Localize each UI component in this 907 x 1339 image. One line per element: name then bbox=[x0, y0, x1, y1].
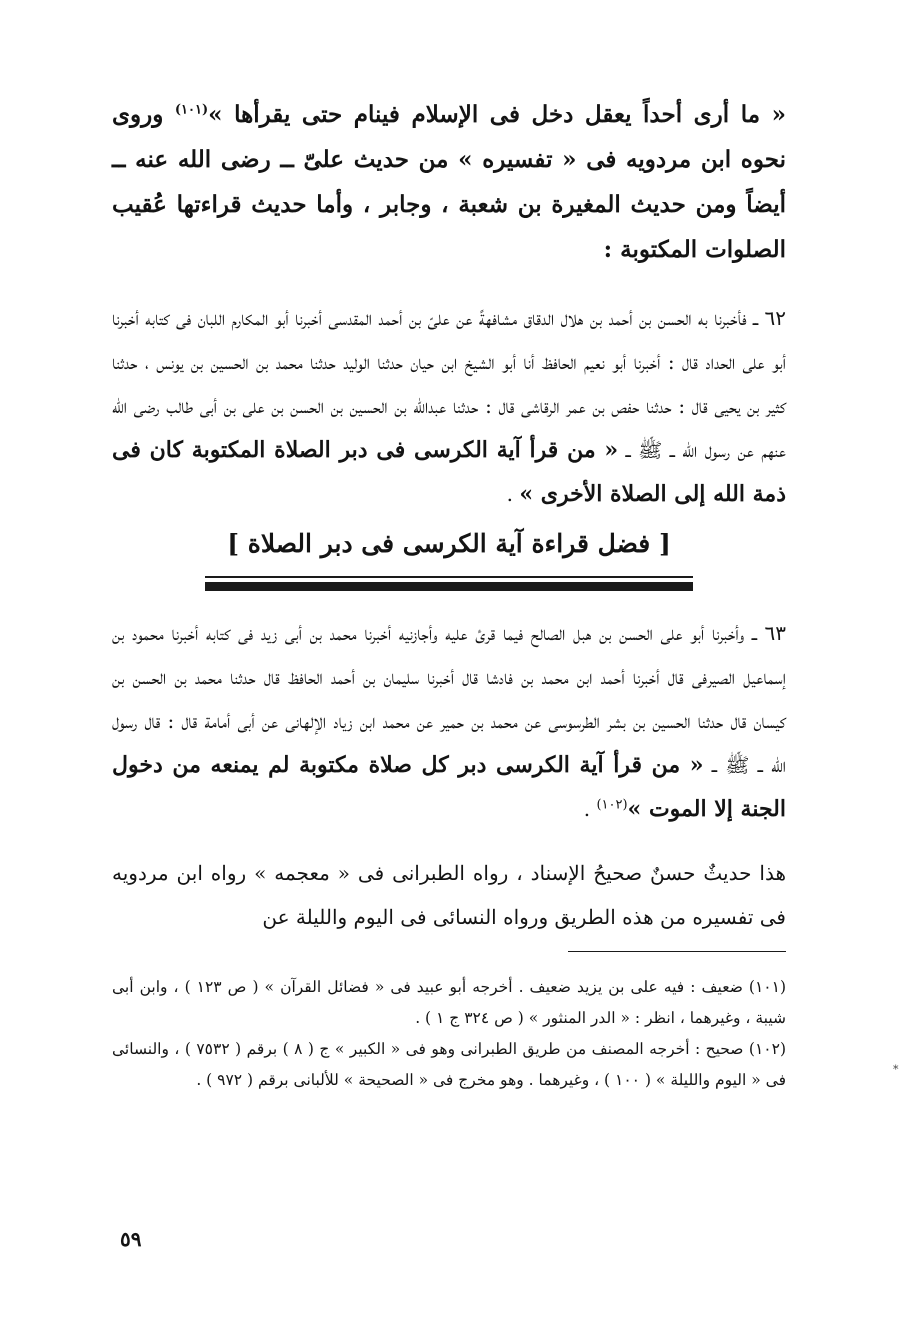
hadith-62-paragraph bbox=[112, 296, 786, 516]
intro-continuation: وروى نحوه ابن مردويه فى « تفسيره » من حديث علىّ ــ رضى الله عنه ــ أيضاً ومن حديث المغيرة بن شعبة ، وجابر ، وأما حديث قراءتها عُقيب الصلوات المكتوبة : bbox=[112, 101, 786, 263]
divider-thin-line bbox=[205, 576, 693, 578]
footnote-separator bbox=[568, 951, 786, 952]
grading-paragraph: هذا حديثٌ حسنٌ صحيحُ الإسناد ، رواه الطبرانى فى « معجمه » رواه ابن مردويه فى تفسيره من هذه الطريق ورواه النسائى فى اليوم والليلة عن bbox=[112, 861, 786, 929]
hadith-63-paragraph bbox=[112, 611, 786, 831]
hadith-63-end: . bbox=[583, 797, 597, 821]
page-number: ٥٩ bbox=[120, 1227, 142, 1251]
footnote-102: (١٠٢) صحيح : أخرجه المصنف من طريق الطبرانى وهو فى « الكبير » ج ( ٨ ) برقم ( ٧٥٣٢ ) ، والنسائى فى « اليوم والليلة » ( ١٠٠ ) ، وغيرهما . وهو مخرج فى « الصحيحة » للألبانى برقم ( ٩٧٢ ) . bbox=[112, 1040, 787, 1089]
hadith-62-isnad: ٦٢ ــ فأخبرنا به الحسن بن أحمد بن هلال الدقاق مشافهةً عن علىّ بن أحمد المقدسى أخبرنا أبو المكارم اللبان فى كتابه أخبرنا أبو على الحداد قال : أخبرنا أبو نعيم الحافظ أنا أبو الشيخ ابن حيان حدثنا الوليد حدثنا محمد بن الحسين بن يونس ، حدثنا كثير بن يحيى قال : حدثنا حفص بن عمر الرقاشى قال : حدثنا عبدالله بن الحسين بن الحسن بن على بن أبى طالب رضى الله عنهم عن رسول الله ــ ﷺ ــ bbox=[112, 306, 787, 462]
footnotes bbox=[112, 972, 786, 1096]
page-body bbox=[112, 92, 786, 1096]
intro-quote: « ما أرى أحداً يعقل دخل فى الإسلام فينام حتى يقرأها » bbox=[208, 101, 786, 128]
margin-star-icon: * bbox=[893, 1063, 899, 1076]
hadith-62-matn: « من قرأ آية الكرسى فى دبر الصلاة المكتوبة كان فى ذمة الله إلى الصلاة الأخرى » bbox=[112, 437, 786, 507]
divider-thick-line bbox=[205, 582, 693, 591]
footnote-ref-101[interactable]: (١٠١) bbox=[174, 102, 209, 118]
heading-divider bbox=[205, 576, 693, 591]
footnote-101: (١٠١) ضعيف : فيه على بن يزيد ضعيف . أخرجه أبو عبيد فى « فضائل القرآن » ( ص ١٢٣ ) ، وابن أبى شيبة ، وغيرهما ، انظر : « الدر المنثور » ( ص ٣٢٤ ج ١ ) . bbox=[112, 978, 786, 1027]
hadith-63-matn: « من قرأ آية الكرسى دبر كل صلاة مكتوبة لم يمنعه من دخول الجنة إلا الموت » bbox=[112, 752, 786, 822]
section-heading: [ فضل قراءة آية الكرسى فى دبر الصلاة ] bbox=[227, 529, 671, 558]
intro-paragraph bbox=[112, 92, 786, 272]
hadith-63-isnad: ٦٣ ــ وأخبرنا أبو على الحسن بن هبل الصالح فيما قرئ عليه وأجازنيه أخبرنا محمد بن أبى زيد فى كتابه أخبرنا محمود بن إسماعيل الصيرفى قال أخبرنا أحمد ابن محمد بن فادشا قال أخبرنا سليمان بن أحمد الحافظ قال حدثنا محمد بن الحسن بن كيسان قال حدثنا الحسين بن بشر الطرسوسى عن محمد بن حمير عن محمد ابن زياد الإلهانى عن أبى أمامة قال : قال رسول الله ــ ﷺ ــ bbox=[112, 621, 787, 777]
hadith-62-end: . bbox=[506, 482, 520, 506]
footnote-ref-102[interactable]: (١٠٢) bbox=[596, 797, 628, 813]
